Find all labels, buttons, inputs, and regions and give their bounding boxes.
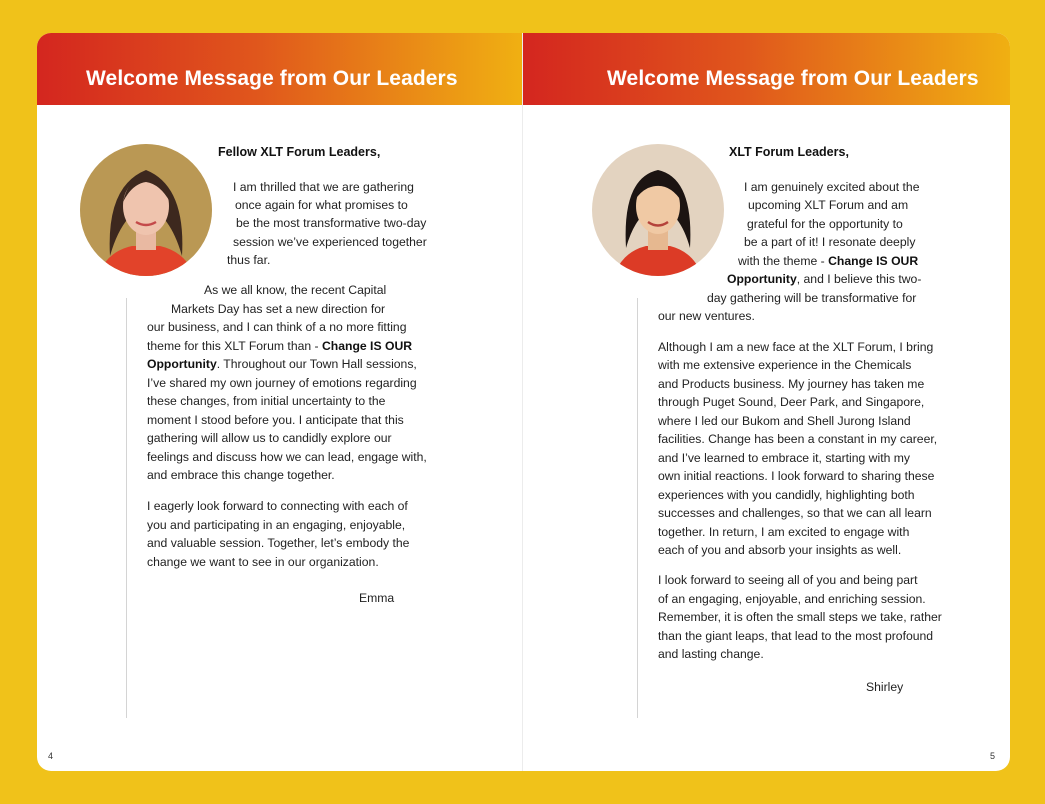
right-intro-line: be a part of it! I resonate deeply bbox=[744, 235, 916, 249]
left-body-line: Markets Day has set a new direction for bbox=[171, 302, 386, 316]
left-header-banner bbox=[37, 33, 522, 105]
right-body-line: I look forward to seeing all of you and being part bbox=[658, 573, 918, 587]
right-greeting: XLT Forum Leaders, bbox=[729, 145, 849, 159]
left-body-line: and valuable session. Together, let’s embody the bbox=[147, 536, 410, 550]
right-body-line: where I led our Bukom and Shell Jurong Island bbox=[658, 414, 911, 428]
left-theme-bold: Change IS OUR bbox=[321, 339, 413, 353]
page-spine bbox=[522, 33, 523, 771]
right-body-line: successes and challenges, so that we can all learn bbox=[658, 506, 932, 520]
right-header-banner bbox=[523, 33, 1010, 105]
right-theme-bold-cont: Opportunity bbox=[727, 272, 797, 286]
right-body-line: of an engaging, enjoyable, and enriching session. bbox=[658, 592, 926, 606]
right-body-line: Remember, it is often the small steps we take, rather bbox=[658, 610, 942, 624]
left-body-line bbox=[147, 337, 412, 356]
right-intro-line: upcoming XLT Forum and am bbox=[748, 198, 909, 212]
right-body-line: and I’ve learned to embrace it, starting with my bbox=[658, 451, 910, 465]
left-greeting: Fellow XLT Forum Leaders, bbox=[218, 145, 381, 159]
left-body-line: I eagerly look forward to connecting with each of bbox=[147, 499, 408, 513]
emma-portrait bbox=[80, 144, 212, 276]
right-intro-line: our new ventures. bbox=[658, 309, 755, 323]
left-body-line: and embrace this change together. bbox=[147, 468, 335, 482]
left-theme-bold-cont: Opportunity bbox=[147, 357, 217, 371]
right-body-line: than the giant leaps, that lead to the most profound bbox=[658, 629, 934, 643]
right-body-line: facilities. Change has been a constant in my career, bbox=[658, 432, 938, 446]
booklet-spread bbox=[37, 33, 1010, 771]
left-body-line: moment I stood before you. I anticipate that this bbox=[147, 413, 404, 427]
right-page-number: 5 bbox=[990, 751, 996, 761]
left-intro-line: once again for what promises to bbox=[235, 198, 408, 212]
shirley-portrait bbox=[592, 144, 724, 276]
left-theme-prefix: theme for this XLT Forum than - bbox=[147, 339, 322, 353]
left-body-line: gathering will allow us to candidly explore our bbox=[147, 431, 392, 445]
right-body-line: own initial reactions. I look forward to sharing these bbox=[658, 469, 935, 483]
right-intro-line: grateful for the opportunity to bbox=[747, 217, 903, 231]
right-body-line: each of you and absorb your insights as well. bbox=[658, 543, 902, 557]
left-body-line: I’ve shared my own journey of emotions regarding bbox=[147, 376, 417, 390]
right-body-line: with me extensive experience in the Chemicals bbox=[658, 358, 912, 372]
left-intro-line: be the most transformative two-day bbox=[236, 216, 427, 230]
left-body-line: As we all know, the recent Capital bbox=[204, 283, 387, 297]
left-body-line: feelings and discuss how we can lead, engage with, bbox=[147, 450, 427, 464]
left-page-title: Welcome Message from Our Leaders bbox=[86, 67, 458, 90]
left-intro-line: I am thrilled that we are gathering bbox=[233, 180, 414, 194]
right-theme-prefix: with the theme - bbox=[738, 254, 829, 268]
right-body-line: experiences with you candidly, highlighting both bbox=[658, 488, 915, 502]
right-intro-line bbox=[738, 252, 918, 271]
left-intro-line: session we’ve experienced together bbox=[233, 235, 427, 249]
right-signature: Shirley bbox=[866, 680, 904, 694]
right-theme-rest: , and I believe this two- bbox=[796, 272, 922, 286]
left-body-line: our business, and I can think of a no more fitting bbox=[147, 320, 407, 334]
left-column-rule bbox=[126, 298, 127, 718]
right-body-line: through Puget Sound, Deer Park, and Singapore, bbox=[658, 395, 925, 409]
left-body-line bbox=[147, 355, 417, 374]
right-intro-line bbox=[727, 270, 921, 289]
left-intro-line: thus far. bbox=[227, 253, 271, 267]
right-column-rule bbox=[637, 298, 638, 718]
right-theme-bold: Change IS OUR bbox=[828, 254, 919, 268]
right-page-title: Welcome Message from Our Leaders bbox=[607, 67, 979, 90]
left-page-number: 4 bbox=[48, 751, 54, 761]
right-body-line: and Products business. My journey has taken me bbox=[658, 377, 925, 391]
right-intro-line: I am genuinely excited about the bbox=[744, 180, 920, 194]
right-body-line: together. In return, I am excited to engage with bbox=[658, 525, 910, 539]
left-body-line: change we want to see in our organization. bbox=[147, 555, 379, 569]
left-signature: Emma bbox=[359, 591, 395, 605]
right-body-line: and lasting change. bbox=[658, 647, 764, 661]
left-theme-rest: . Throughout our Town Hall sessions, bbox=[216, 357, 417, 371]
left-body-line: these changes, from initial uncertainty to the bbox=[147, 394, 386, 408]
left-body-line: you and participating in an engaging, enjoyable, bbox=[147, 518, 406, 532]
right-intro-line: day gathering will be transformative for bbox=[707, 291, 917, 305]
right-body-line: Although I am a new face at the XLT Forum, I bring bbox=[658, 340, 934, 354]
